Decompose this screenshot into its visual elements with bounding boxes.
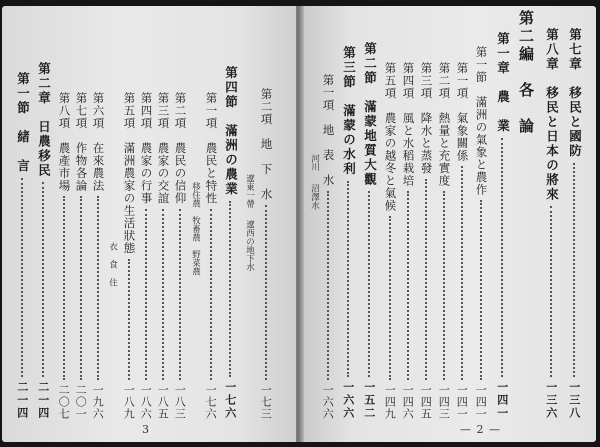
page-number: 一四一 xyxy=(474,384,488,420)
right-page xyxy=(300,6,596,442)
sub-item: 住 xyxy=(107,278,118,287)
sub-item: 衣 xyxy=(107,242,118,251)
sub-item: 牧畜農 xyxy=(190,216,201,242)
left-page xyxy=(2,6,296,442)
toc-entry: 第一節 緒 言 二一四 xyxy=(15,72,31,420)
page-number: 一四九 xyxy=(383,384,397,420)
toc-entry: 第五項 農家の越冬と氣候 一四九 xyxy=(383,62,398,420)
page-number: 一七六 xyxy=(204,384,218,420)
page-number: 一三八 xyxy=(567,381,581,420)
toc-entry: 第七章 移民と國防 一三八 xyxy=(567,28,583,420)
toc-entry: 第三節 滿蒙の水利 一六六 xyxy=(341,46,357,420)
toc-entry: 第二項 地 下 水 一七三 xyxy=(259,88,274,420)
toc-entry: 第三項 降水と蒸發 一四五 xyxy=(419,62,434,420)
page-folio: — 2 — xyxy=(460,423,501,436)
toc-entry: 第二節 滿蒙地質大觀 一五二 xyxy=(362,42,378,420)
page-number: 一四五 xyxy=(419,384,433,420)
page-number: 一六六 xyxy=(321,384,335,420)
sub-item: 野菜農 xyxy=(190,250,201,276)
toc-entry: 第四項 風と水稻栽培 一四六 xyxy=(401,62,416,420)
toc-entry: 第四節 滿洲の農業 一七六 xyxy=(223,66,239,420)
sub-item: 遼東一帶 xyxy=(244,174,255,208)
toc-entry: 第七項 作物各論 二〇一 xyxy=(74,92,89,420)
toc-entry: 第一項 農民と特性 一七六 xyxy=(204,92,219,420)
toc-entry: 第一章 農 業 一四一 xyxy=(495,32,511,420)
page-number: 二一四 xyxy=(36,381,50,420)
page-number: 一八三 xyxy=(173,384,187,420)
toc-entry: 第一節 滿洲の氣象と農作 一四一 xyxy=(474,46,489,420)
toc-entry: 第八章 移民と日本の將來 一三六 xyxy=(544,28,560,420)
page-number: 一九六 xyxy=(91,384,105,420)
page-number: 一五二 xyxy=(362,381,376,420)
sub-item: 移住農 xyxy=(190,182,201,208)
page-number: 二〇一 xyxy=(74,384,88,420)
page-number: 一七三 xyxy=(259,384,273,420)
sub-item: 河川 xyxy=(309,154,320,171)
page-number: 一四一 xyxy=(455,384,469,420)
toc-entry: 第四項 農家の行事 一八六 xyxy=(139,92,154,420)
page-number: 一八五 xyxy=(156,384,170,420)
sub-item: 遼西の地下水 xyxy=(244,220,255,271)
page-number: 二一四 xyxy=(15,381,29,420)
page-number: 一八九 xyxy=(122,384,136,420)
toc-entry: 第六項 在來農法 一九六 xyxy=(91,92,106,420)
page-folio: 3 xyxy=(142,423,150,436)
page-number: 一八六 xyxy=(139,384,153,420)
toc-entry: 第二章 日農移民 二一四 xyxy=(36,62,52,420)
page-number: 一四六 xyxy=(401,384,415,420)
page-number: 二〇七 xyxy=(57,384,71,420)
toc-entry: 第三項 農家の交誼 一八五 xyxy=(156,92,171,420)
page-number: 一六六 xyxy=(341,381,355,420)
page-number: 一三六 xyxy=(544,381,558,420)
toc-entry: 第五項 滿洲農家の生活狀態 一八九 xyxy=(122,92,137,420)
toc-entry: 第八項 農產市場 二〇七 xyxy=(57,92,72,420)
page-number: 一七六 xyxy=(223,381,237,420)
part-heading: 第二編 各 論 xyxy=(517,10,535,136)
toc-entry: 第一項 氣象關係 一四一 xyxy=(455,62,470,420)
toc-entry: 第二項 農民の信仰 一八三 xyxy=(173,92,188,420)
sub-item: 食 xyxy=(107,260,118,269)
page-number: 一四一 xyxy=(495,381,509,420)
toc-entry: 第二項 熱量と充實度 一四三 xyxy=(437,62,452,420)
sub-item: 沼澤水 xyxy=(309,184,320,210)
toc-entry: 第一項 地 表 水 一六六 xyxy=(321,74,336,420)
page-number: 一四三 xyxy=(437,384,451,420)
